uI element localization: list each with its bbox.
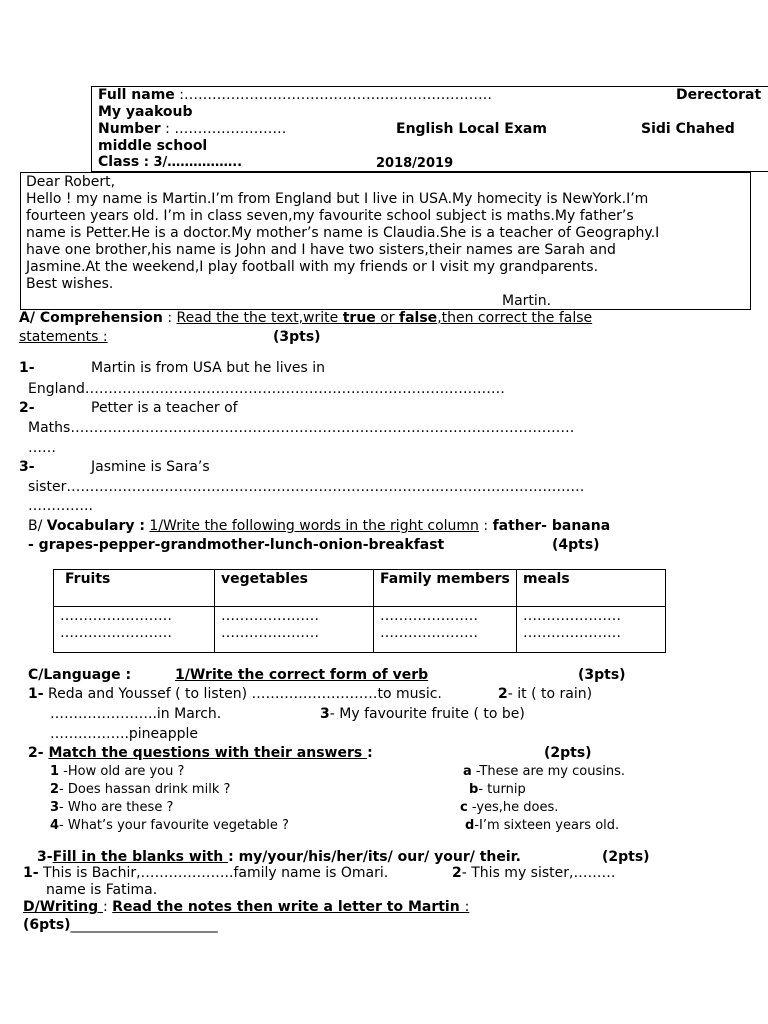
answer-text: - turnip xyxy=(478,782,526,797)
vocabulary-points: (4pts) xyxy=(552,537,600,553)
question-item xyxy=(50,764,184,779)
answer-cell[interactable] xyxy=(517,607,666,653)
question-number: 1 xyxy=(50,764,60,779)
fill-item-text: This is Bachir,………………..family name is Omari. xyxy=(38,865,389,881)
letter-line: fourteen years old. I’m in class seven,my favourite school subject is maths.My father’s xyxy=(26,208,634,224)
question-text: - Who are these ? xyxy=(59,800,174,815)
number-line xyxy=(98,121,286,137)
verb-task-title: 1/Write the correct form of verb xyxy=(175,667,429,683)
answer-line: England……………………………………………………………………………… xyxy=(28,381,505,397)
writing-points-line xyxy=(23,917,218,933)
question-number: 4 xyxy=(50,818,60,833)
verb-item-text: Reda and Youssef ( to listen) ………………………to music. xyxy=(43,686,442,702)
class-line xyxy=(98,154,242,170)
fill-task-heading xyxy=(37,849,521,865)
item-number: 3 xyxy=(320,706,330,722)
answer-line: ………….. xyxy=(28,498,93,514)
vocabulary-title: Vocabulary : xyxy=(46,518,145,534)
match-task-heading xyxy=(28,745,373,761)
item-number: 3- xyxy=(37,849,53,865)
comprehension-instruction xyxy=(177,310,593,326)
school-year: 2018/2019 xyxy=(376,156,454,171)
fill-item-text: - This my sister,……… xyxy=(461,865,616,881)
word-list-cont: - grapes-pepper-grandmother-lunch-onion-breakfast xyxy=(28,537,445,553)
table-row xyxy=(54,607,666,653)
verb-line-3: ……………..pineapple xyxy=(50,726,199,742)
question-text: - Does hassan drink milk ? xyxy=(59,782,231,797)
answer-cell[interactable] xyxy=(54,607,215,653)
cell-dots: …………………… xyxy=(60,608,172,624)
answer-line: …… xyxy=(28,440,56,456)
verb-task-points: (3pts) xyxy=(578,667,626,683)
letter-closing: Best wishes. xyxy=(26,276,114,292)
school-line-1: My yaakoub xyxy=(98,104,193,120)
writing-heading xyxy=(23,899,469,915)
match-task-points: (2pts) xyxy=(544,745,592,761)
school-line-2: middle school xyxy=(98,138,208,154)
writing-instruction-colon: : xyxy=(464,899,470,915)
verb-item-3 xyxy=(320,706,525,722)
comprehension-points: (3pts) xyxy=(273,329,321,345)
item-number: 3- xyxy=(19,459,35,475)
item-number: 1- xyxy=(23,865,39,881)
letter-line: Hello ! my name is Martin.I’m from England but I live in USA.My homecity is NewYork.I’m xyxy=(26,191,649,207)
full-name-blank: :………………………………………………………… xyxy=(174,87,492,103)
question-number: 2 xyxy=(50,782,60,797)
writing-points: (6pts) xyxy=(23,917,71,933)
school-name: Sidi Chahed xyxy=(641,121,735,137)
question-text: -How old are you ? xyxy=(59,764,185,779)
cell-dots: ………………… xyxy=(380,625,478,641)
column-header: meals xyxy=(517,570,666,607)
language-title: C/Language : xyxy=(28,667,132,683)
cell-dots: ………………… xyxy=(221,608,319,624)
item-number: 1- xyxy=(19,360,35,376)
answer-item xyxy=(460,800,558,815)
number-blank: : …………………… xyxy=(160,121,287,137)
cell-dots: ………………… xyxy=(221,625,319,641)
vocabulary-instruction: 1/Write the following words in the right column xyxy=(149,518,479,534)
item-number: 1- xyxy=(28,686,44,702)
verb-line-2: …………………..in March. xyxy=(50,706,222,722)
statement-text: Martin is from USA but he lives in xyxy=(91,360,326,376)
exam-title: English Local Exam xyxy=(396,121,547,137)
statement-text: Petter is a teacher of xyxy=(91,400,238,416)
fill-line-2: name is Fatima. xyxy=(46,882,158,898)
true-word: true xyxy=(342,310,376,326)
comprehension-title: A/ Comprehension xyxy=(19,310,163,326)
class-label: Class xyxy=(98,154,140,170)
class-blank: : 3/…………….. xyxy=(139,155,243,170)
answer-item xyxy=(469,782,526,797)
column-header: vegetables xyxy=(215,570,374,607)
question-item xyxy=(50,782,230,797)
writing-instruction: Read the notes then write a letter to Martin xyxy=(112,899,465,915)
full-name-line xyxy=(98,87,492,103)
fill-task-title: Fill in the blanks with xyxy=(52,849,229,865)
answer-letter: c xyxy=(460,800,468,815)
word-list: father- banana xyxy=(492,518,611,534)
question-number: 3 xyxy=(50,800,60,815)
match-task-colon: : xyxy=(367,745,373,761)
fill-task-points: (2pts) xyxy=(602,849,650,865)
vocabulary-heading xyxy=(28,518,610,534)
letter-line: have one brother,his name is John and I have two sisters,their names are Sarah and xyxy=(26,242,616,258)
instruction-part: ,then correct the false xyxy=(437,310,593,326)
fill-line-1 xyxy=(23,865,388,881)
answer-item xyxy=(465,818,619,833)
false-word: false xyxy=(399,310,438,326)
letter-greeting: Dear Robert, xyxy=(26,174,116,190)
letter-text xyxy=(26,174,746,310)
cell-dots: …………………… xyxy=(60,625,172,641)
instruction-part: Read the the text,write xyxy=(176,310,343,326)
answer-cell[interactable] xyxy=(374,607,517,653)
column-header: Family members xyxy=(374,570,517,607)
letter-line: name is Petter.He is a doctor.My mother’s name is Claudia.She is a teacher of Geography.I xyxy=(26,225,660,241)
item-number: 2 xyxy=(498,686,508,702)
answer-letter: d xyxy=(465,818,475,833)
writing-title: D/Writing xyxy=(23,899,103,915)
item-number: 2 xyxy=(452,865,462,881)
question-text: - What’s your favourite vegetable ? xyxy=(59,818,289,833)
cell-dots: ………………… xyxy=(380,608,478,624)
answer-text: -yes,he does. xyxy=(467,800,559,815)
answer-letter: b xyxy=(469,782,479,797)
verb-item-text: - it ( to rain) xyxy=(507,686,593,702)
comprehension-instruction-cont: statements : xyxy=(19,329,108,345)
table-header-row xyxy=(54,570,666,607)
item-number: 2- xyxy=(28,745,44,761)
vocabulary-prefix: B/ xyxy=(28,518,47,534)
instruction-part: or xyxy=(375,310,400,326)
column-header: Fruits xyxy=(54,570,215,607)
full-name-label: Full name xyxy=(98,87,175,103)
question-item xyxy=(50,800,173,815)
letter-signature: Martin. xyxy=(502,293,552,309)
directorate-label: Derectorat xyxy=(676,87,762,103)
letter-line: Jasmine.At the weekend,I play football with my friends or I visit my grandparents. xyxy=(26,259,599,275)
answer-letter: a xyxy=(463,764,472,779)
comprehension-colon: : xyxy=(162,310,177,326)
match-task-title: Match the questions with their answers xyxy=(48,745,368,761)
comprehension-heading xyxy=(19,310,592,326)
vocabulary-colon: : xyxy=(478,518,493,534)
answer-text: -I’m sixteen years old. xyxy=(474,818,620,833)
answer-line: Maths……………………………………………………………………………………………… xyxy=(28,420,575,436)
answer-cell[interactable] xyxy=(215,607,374,653)
writing-underline: _____________________ xyxy=(70,917,218,933)
cell-dots: ………………… xyxy=(523,625,621,641)
fill-item-2 xyxy=(452,865,615,881)
verb-item-2 xyxy=(498,686,592,702)
writing-colon: : xyxy=(103,899,113,915)
number-label: Number xyxy=(98,121,161,137)
cell-dots: ………………… xyxy=(523,608,621,624)
answer-item xyxy=(463,764,625,779)
fill-task-words: : my/your/his/her/its/ our/ your/ their. xyxy=(228,849,521,865)
verb-item-text: - My favourite fruite ( to be) xyxy=(329,706,525,722)
item-number: 2- xyxy=(19,400,35,416)
statement-text: Jasmine is Sara’s xyxy=(91,459,210,475)
vocabulary-table xyxy=(53,569,666,653)
answer-text: -These are my cousins. xyxy=(471,764,626,779)
question-item xyxy=(50,818,289,833)
answer-line: sister………………………………………………………………………………………………… xyxy=(28,479,585,495)
verb-line-1 xyxy=(28,686,442,702)
